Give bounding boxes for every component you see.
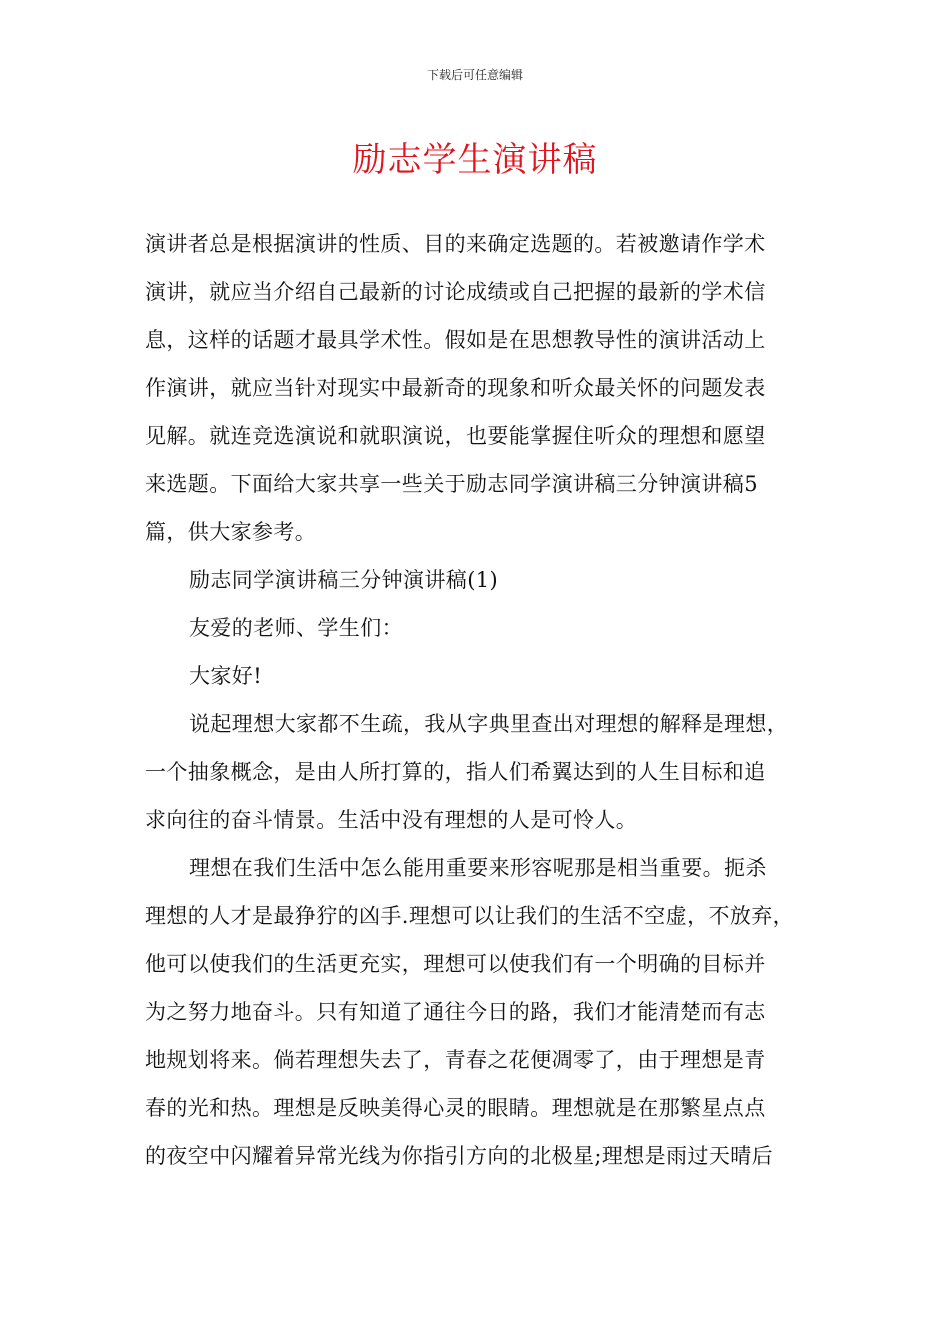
text-line: 说起理想大家都不生疏，我从字典里查出对理想的解释是理想， xyxy=(189,712,789,736)
text-line: 来选题。下面给大家共享一些关于励志同学演讲稿三分钟演讲稿5 xyxy=(145,472,758,496)
text-line: 春的光和热。理想是反映美得心灵的眼睛。理想就是在那繁星点点 xyxy=(145,1096,766,1120)
text-line: 励志同学演讲稿三分钟演讲稿(1) xyxy=(189,568,499,592)
text-line: 大家好! xyxy=(189,664,263,688)
text-line: 友爱的老师、学生们： xyxy=(189,616,403,640)
text-line: 见解。就连竞选演说和就职演说，也要能掌握住听众的理想和愿望 xyxy=(145,424,766,448)
text-line: 为之努力地奋斗。只有知道了通往今日的路，我们才能清楚而有志 xyxy=(145,1000,766,1024)
text-line: 一个抽象概念，是由人所打算的，指人们希翼达到的人生目标和追 xyxy=(145,760,766,784)
document-title: 励志学生演讲稿 xyxy=(352,140,598,180)
text-line: 篇，供大家参考。 xyxy=(145,520,317,544)
text-line: 演讲者总是根据演讲的性质、目的来确定选题的。若被邀请作学术 xyxy=(145,232,766,256)
text-line: 演讲，就应当介绍自己最新的讨论成绩或自己把握的最新的学术信 xyxy=(145,280,766,304)
text-line: 求向往的奋斗情景。生活中没有理想的人是可怜人。 xyxy=(145,808,638,832)
text-line: 息，这样的话题才最具学术性。假如是在思想教导性的演讲活动上 xyxy=(145,328,766,352)
document-body xyxy=(145,220,817,1180)
text-line: 理想在我们生活中怎么能用重要来形容呢那是相当重要。扼杀 xyxy=(189,856,767,880)
text-line: 的夜空中闪耀着异常光线为你指引方向的北极星;理想是雨过天晴后 xyxy=(145,1144,774,1168)
text-line: 作演讲，就应当针对现实中最新奇的现象和听众最关怀的问题发表 xyxy=(145,376,766,400)
text-line: 理想的人才是最狰狞的凶手.理想可以让我们的生活不空虚，不放弃， xyxy=(145,904,795,928)
text-line: 地规划将来。倘若理想失去了，青春之花便凋零了，由于理想是青 xyxy=(145,1048,766,1072)
text-line: 他可以使我们的生活更充实，理想可以使我们有一个明确的目标并 xyxy=(145,952,766,976)
header-note: 下载后可任意编辑 xyxy=(426,68,523,82)
